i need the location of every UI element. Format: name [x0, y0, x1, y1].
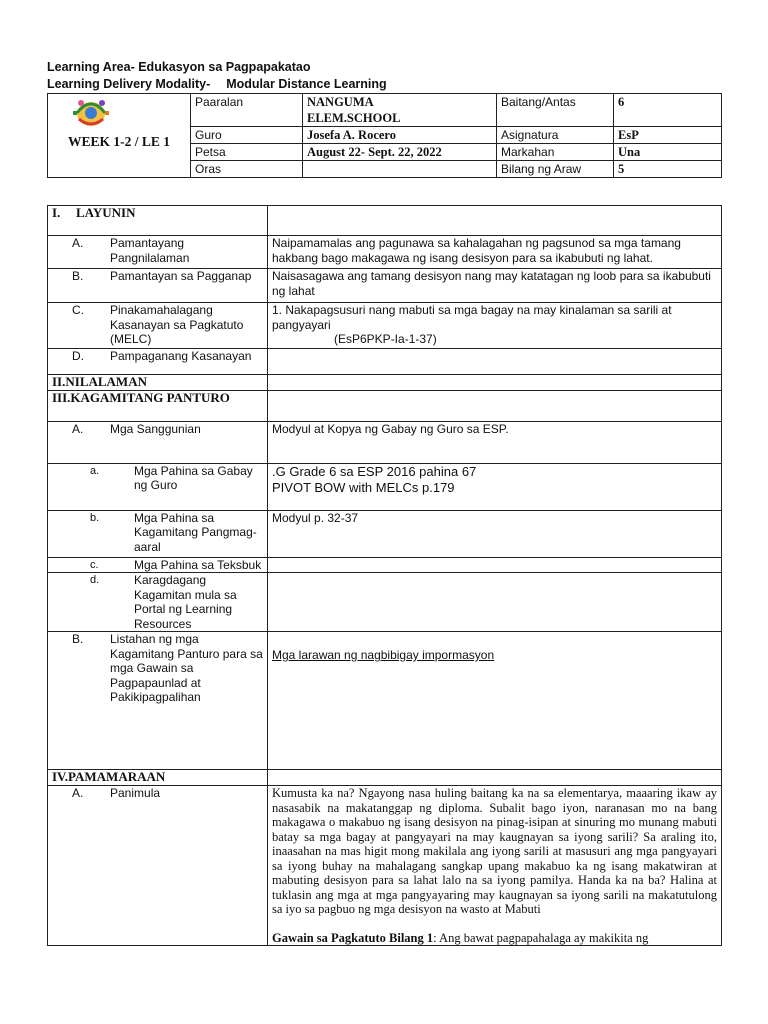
sanggunian-label: A. Mga Sanggunian: [48, 421, 268, 463]
melc-label: C. Pinakamahalagang Kasanayan sa Pagkatuto (MELC): [48, 303, 268, 349]
teksbuk-label: c. Mga Pahina sa Teksbuk: [48, 557, 268, 573]
teksbuk-value: [268, 557, 722, 573]
pampaganang-label: D. Pampaganang Kasanayan: [48, 349, 268, 375]
nilalaman-value: [268, 375, 722, 391]
asignatura-label: Asignatura: [497, 127, 614, 144]
asignatura-value: EsP: [614, 127, 722, 144]
gabay-guro-value: .G Grade 6 sa ESP 2016 pahina 67 PIVOT BOW with MELCs p.179: [268, 463, 722, 510]
pamantayan-pagganap-value: Naisasagawa ang tamang desisyon nang may katatagan ng loob para sa ikabubuti ng lahat: [268, 269, 722, 303]
paaralan-value: NANGUMA ELEM.SCHOOL: [303, 94, 497, 127]
lesson-info-table: [47, 93, 722, 178]
guro-label: Guro: [191, 127, 303, 144]
panimula-value: [268, 786, 722, 946]
oras-label: Oras: [191, 161, 303, 178]
baitang-label: Baitang/Antas: [497, 94, 614, 127]
karagdagang-kagamitan-label: d. Karagdagang Kagamitan mula sa Portal ng Learning Resources: [48, 573, 268, 632]
araw-label: Bilang ng Araw: [497, 161, 614, 178]
markahan-value: Una: [614, 144, 722, 161]
markahan-label: Markahan: [497, 144, 614, 161]
baitang-value: 6: [614, 94, 722, 127]
kagamitan-heading: III.KAGAMITANG PANTURO: [48, 390, 268, 421]
pamantayan-pagganap-label: B. Pamantayan sa Pagganap: [48, 269, 268, 303]
melc-code: (EsP6PKP-Ia-1-37): [334, 332, 437, 346]
listahan-kagamitang-label: B. Listahan ng mga Kagamitang Panturo para sa mga Gawain sa Pagpapaunlad at Pakikipagpalihan: [48, 632, 268, 770]
pamamaraan-heading: IV.PAMAMARAAN: [48, 770, 268, 786]
kagamitan-value: [268, 390, 722, 421]
araw-value: 5: [614, 161, 722, 178]
week-label: WEEK 1-2 / LE 1: [67, 133, 170, 149]
modality-label: Learning Delivery Modality-: [47, 77, 211, 91]
week-cell: [48, 94, 191, 178]
kagamitang-pangmag-aaral-value: Modyul p. 32-37: [268, 510, 722, 557]
pamantayang-pangnilalaman-value: Naipamamalas ang pagunawa sa kahalagahan ng pagsunod sa mga tamang hakbang bago makagawa ng isang desisyon para sa ikabubuti ng lahat.: [268, 236, 722, 269]
pamamaraan-value: [268, 770, 722, 786]
karagdagang-kagamitan-value: [268, 573, 722, 632]
kagamitang-pangmag-aaral-label: b. Mga Pahina sa Kagamitang Pangmag-aaral: [48, 510, 268, 557]
sanggunian-value: Modyul at Kopya ng Gabay ng Guro sa ESP.: [268, 421, 722, 463]
petsa-label: Petsa: [191, 144, 303, 161]
oras-value: [303, 161, 497, 178]
layunin-heading: I. LAYUNIN: [48, 206, 268, 236]
melc-value: 1. Nakapagsusuri nang mabuti sa mga bagay na may kinalaman sa sarili at pangyayari (EsP6PKP-Ia-1-37): [268, 303, 722, 349]
listahan-kagamitang-value: Mga larawan ng nagbibigay impormasyon: [268, 632, 722, 770]
learning-area-heading: Learning Area- Edukasyon sa Pagpapakatao: [47, 60, 311, 74]
learning-modality-heading: [47, 77, 387, 91]
lesson-plan-table: [47, 205, 722, 946]
panimula-paragraph: Kumusta ka na? Ngayong nasa huling baitang ka na sa elementarya, maaaring ikaw ay nasasabik na makatanggap ng diploma. Subalit bago iyon, naranasan mo na bang makagawa o makabuo ng isang desisyon na pinag-isipan at sinuring mo munang mabuti batay sa mga bagay at pangyayari na may kaugnayan sa iyong sarili? Sa araling ito, inaasahan na mas higit mong makilala ang iyong sarili at masusuri ang mga pangyayari sa iyong buhay na mahalagang sangkap upang makabuo ka ng isang makatwiran at mabuting desisyon para sa lahat lalo na sa iyong pamilya. Handa ka na ba? Halina at tuklasin ang mga at mga pangyayaring may kaugnayan sa iyong sarili na makatutulong sa iyo sa pagbuo ng mga desisyon na wasto at Mabuti: [272, 786, 717, 916]
guro-value: Josefa A. Rocero: [303, 127, 497, 144]
layunin-value: [268, 206, 722, 236]
panimula-label: A. Panimula: [48, 786, 268, 946]
paaralan-label: Paaralan: [191, 94, 303, 127]
nilalaman-heading: II.NILALAMAN: [48, 375, 268, 391]
petsa-value: August 22- Sept. 22, 2022: [303, 144, 497, 161]
modality-value: Modular Distance Learning: [226, 77, 387, 91]
pamantayang-pangnilalaman-label: A. Pamantayang Pangnilalaman: [48, 236, 268, 269]
gawain-paragraph: Gawain sa Pagkatuto Bilang 1: Ang bawat pagpapahalaga ay makikita ng: [272, 930, 649, 945]
deped-logo-icon: [69, 93, 113, 131]
pampaganang-value: [268, 349, 722, 375]
gabay-guro-label: a. Mga Pahina sa Gabay ng Guro: [48, 463, 268, 510]
